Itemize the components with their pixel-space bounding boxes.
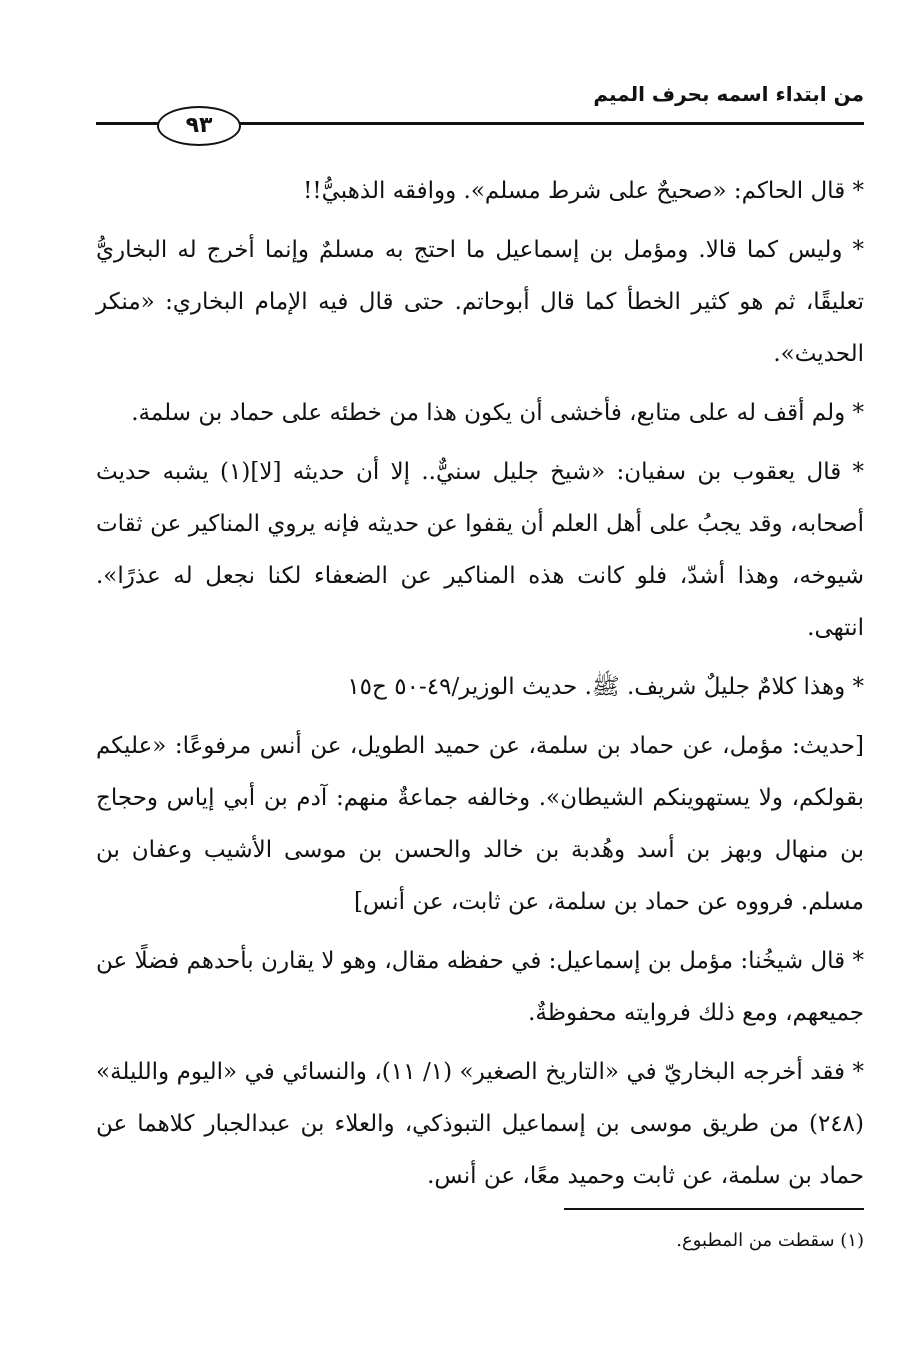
paragraph-no-follower: * ولم أقف له على متابع، فأخشى أن يكون هذا من خطئه على حماد بن سلمة.: [131, 400, 864, 426]
footnote-rule: [564, 1208, 864, 1210]
page-number: ٩٣: [157, 106, 241, 146]
running-header: من ابتداء اسمه بحرف الميم: [593, 82, 864, 106]
paragraph-shaykh: * قال شيخُنا: مؤمل بن إسماعيل: في حفظه مقال، وهو لا يقارن بأحدهم فضلًا عن جميعهم، ومع ذلك فروايته محفوظةٌ.: [96, 948, 864, 1026]
body-text: [96, 165, 864, 1209]
paragraph-hadith: [حديث: مؤمل، عن حماد بن سلمة، عن حميد الطويل، عن أنس مرفوعًا: «عليكم بقولكم، ولا يستهوينكم الشيطان». وخالفه جماعةٌ منهم: آدم بن أبي إياس وحجاج بن منهال وبهز بن أسد وهُدبة بن خالد والحسن بن موسى الأشيب وعفان بن مسلم. فرووه عن حماد بن سلمة، عن ثابت، عن أنس]: [96, 733, 864, 915]
paragraph-takhrij: * فقد أخرجه البخاريّ في «التاريخ الصغير» (١/ ١١)، والنسائي في «اليوم والليلة» (٢٤٨) من طريق موسى بن إسماعيل التبوذكي، والعلاء بن عبدالجبار كلاهما عن حماد بن سلمة، عن ثابت وحميد معًا، عن أنس.: [96, 1059, 864, 1189]
footnote: (١) سقطت من المطبوع.: [676, 1230, 864, 1251]
paragraph-yaqub-quote: * قال يعقوب بن سفيان: «شيخ جليل سنيٌّ.. إلا أن حديثه [لا](١) يشبه حديث أصحابه، وقد يجبُ على أهل العلم أن يقفوا عن حديثه فإنه يروي المناكير عن ثقات شيوخه، وهذا أشدّ، فلو كانت هذه المناكير عن الضعفاء لكنا نجعل له عذرًا». انتهى.: [96, 459, 864, 641]
paragraph-muammal-critique: * وليس كما قالا. ومؤمل بن إسماعيل ما احتج به مسلمٌ وإنما أخرج له البخاريُّ تعليقًا، ثم هو كثير الخطأ كما قال أبوحاتم. حتى قال فيه الإمام البخاري: «منكر الحديث».: [96, 237, 864, 367]
paragraph-hakim: * قال الحاكم: «صحيحٌ على شرط مسلم». ووافقه الذهبيُّ!!: [303, 178, 864, 204]
paragraph-praise: * وهذا كلامٌ جليلٌ شريف. ﷺ. حديث الوزير/٤٩-٥٠ ح١٥: [347, 674, 864, 700]
